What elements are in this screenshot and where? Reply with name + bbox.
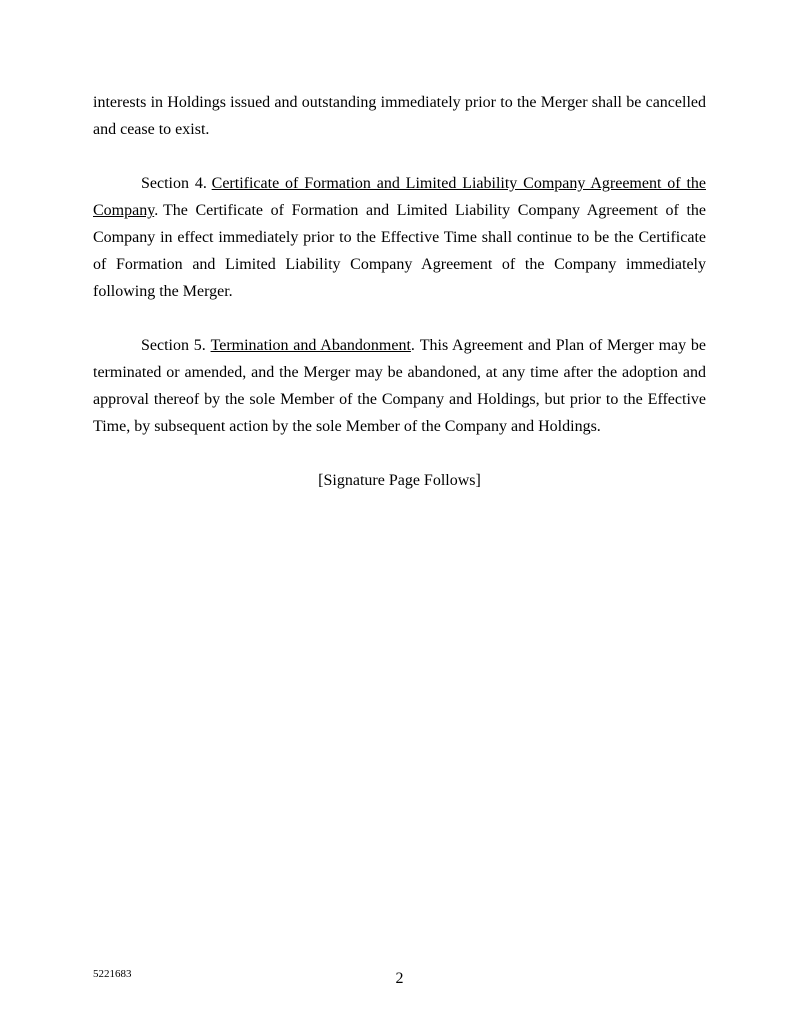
page-number: 2	[395, 970, 404, 987]
section-4-paragraph	[93, 170, 706, 305]
section-5-paragraph	[93, 332, 706, 440]
section-5-body: This Agreement and Plan of Merger may be terminated or amended, and the Merger may be abandoned, at any time after the adoption and approval thereof by the sole Member of the Company and Holdings, but prior to the Effective Time, by subsequent action by the sole Member of the Company and Holdings.	[93, 337, 706, 435]
footer-doc-number: 5221683	[93, 968, 132, 980]
section-4-heading: Certificate of Formation and Limited Liability Company Agreement of the Company	[93, 175, 707, 219]
section-5-heading: Termination and Abandonment	[210, 337, 411, 354]
section-5-heading-period: .	[410, 337, 415, 354]
section-4-body: The Certificate of Formation and Limited Liability Company Agreement of the Company in effect immediately prior to the Effective Time shall continue to be the Certificate of Formation and Limited Liability Company Agreement of the Company immediately following the Merger.	[93, 202, 706, 300]
document-body	[93, 89, 706, 494]
section-5-label: Section 5.	[141, 337, 206, 354]
section-4-heading-period: .	[154, 202, 159, 219]
continuation-paragraph: interests in Holdings issued and outstanding immediately prior to the Merger shall be cancelled and cease to exist.	[93, 94, 706, 138]
signature-page-note: [Signature Page Follows]	[318, 472, 481, 489]
section-4-label: Section 4.	[141, 175, 207, 192]
